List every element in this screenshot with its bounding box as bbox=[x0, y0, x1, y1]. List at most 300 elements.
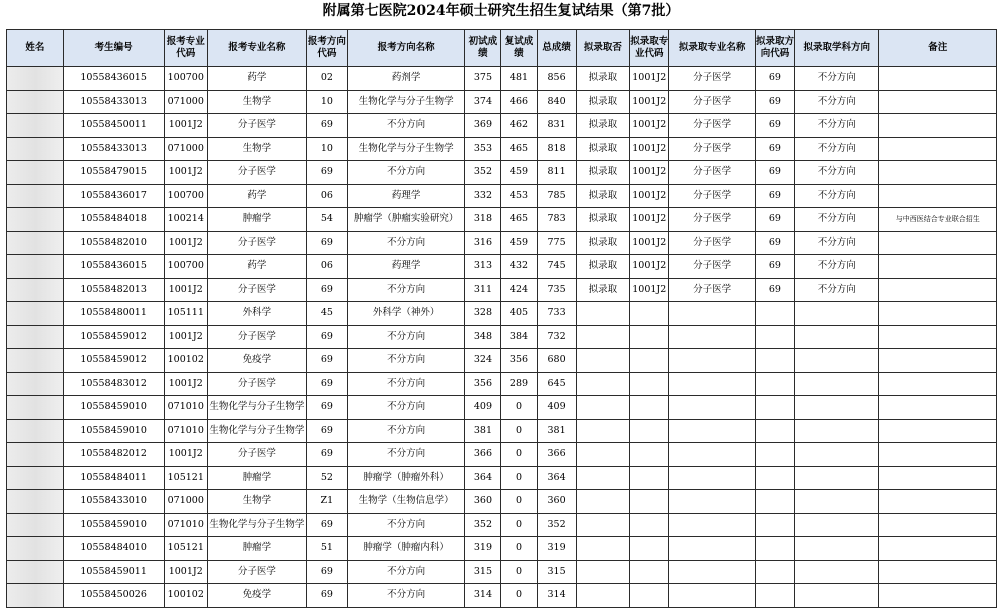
major-code-cell: 071000 bbox=[164, 90, 207, 114]
col-header-admit-major-name: 拟录取专业名称 bbox=[669, 30, 756, 67]
col-header-direction-name: 报考方向名称 bbox=[347, 30, 464, 67]
table-row bbox=[7, 349, 997, 373]
remarks-cell bbox=[879, 584, 997, 608]
admit-direction-code-cell: 69 bbox=[755, 184, 794, 208]
retest-score-cell: 0 bbox=[501, 443, 537, 467]
total-score-cell: 319 bbox=[537, 537, 576, 561]
direction-name-cell: 不分方向 bbox=[347, 419, 464, 443]
col-header-major-code: 报考专业代码 bbox=[164, 30, 207, 67]
name-cell bbox=[7, 208, 64, 232]
admit-direction-name-cell bbox=[795, 372, 879, 396]
total-score-cell: 366 bbox=[537, 443, 576, 467]
table-row bbox=[7, 372, 997, 396]
header-row bbox=[7, 30, 997, 67]
admit-direction-code-cell: 69 bbox=[755, 90, 794, 114]
col-header-retest-score: 复试成绩 bbox=[501, 30, 537, 67]
admit-direction-code-cell: 69 bbox=[755, 67, 794, 91]
remarks-cell bbox=[879, 396, 997, 420]
admit-direction-name-cell: 不分方向 bbox=[795, 90, 879, 114]
major-name-cell: 分子医学 bbox=[207, 231, 306, 255]
admit-direction-name-cell bbox=[795, 560, 879, 584]
col-header-initial-score: 初试成绩 bbox=[465, 30, 501, 67]
initial-score-cell: 360 bbox=[465, 490, 501, 514]
major-name-cell: 肿瘤学 bbox=[207, 537, 306, 561]
name-cell bbox=[7, 278, 64, 302]
admit-direction-code-cell bbox=[755, 372, 794, 396]
candidate-id-cell: 10558433013 bbox=[63, 90, 164, 114]
admit-major-code-cell: 1001J2 bbox=[630, 161, 669, 185]
candidate-id-cell: 10558459010 bbox=[63, 513, 164, 537]
admit-status-cell bbox=[576, 443, 630, 467]
retest-score-cell: 384 bbox=[501, 325, 537, 349]
major-code-cell: 100102 bbox=[164, 584, 207, 608]
admit-direction-code-cell bbox=[755, 396, 794, 420]
col-header-admit-direction-code: 拟录取方向代码 bbox=[755, 30, 794, 67]
initial-score-cell: 314 bbox=[465, 584, 501, 608]
name-cell bbox=[7, 255, 64, 279]
direction-name-cell: 不分方向 bbox=[347, 584, 464, 608]
retest-score-cell: 0 bbox=[501, 584, 537, 608]
admit-status-cell: 拟录取 bbox=[576, 208, 630, 232]
table-row bbox=[7, 325, 997, 349]
table-row bbox=[7, 137, 997, 161]
admit-status-cell bbox=[576, 584, 630, 608]
admit-status-cell bbox=[576, 302, 630, 326]
initial-score-cell: 356 bbox=[465, 372, 501, 396]
remarks-cell bbox=[879, 490, 997, 514]
major-code-cell: 1001J2 bbox=[164, 325, 207, 349]
total-score-cell: 680 bbox=[537, 349, 576, 373]
direction-code-cell: 51 bbox=[306, 537, 347, 561]
major-code-cell: 071010 bbox=[164, 419, 207, 443]
major-code-cell: 1001J2 bbox=[164, 443, 207, 467]
col-header-remarks: 备注 bbox=[879, 30, 997, 67]
total-score-cell: 811 bbox=[537, 161, 576, 185]
major-code-cell: 1001J2 bbox=[164, 372, 207, 396]
admit-status-cell bbox=[576, 419, 630, 443]
table-row bbox=[7, 67, 997, 91]
admit-direction-code-cell bbox=[755, 513, 794, 537]
admit-major-name-cell: 分子医学 bbox=[669, 255, 756, 279]
remarks-cell bbox=[879, 161, 997, 185]
major-code-cell: 1001J2 bbox=[164, 560, 207, 584]
total-score-cell: 783 bbox=[537, 208, 576, 232]
remarks-cell bbox=[879, 302, 997, 326]
remarks-cell bbox=[879, 278, 997, 302]
total-score-cell: 732 bbox=[537, 325, 576, 349]
admit-direction-name-cell bbox=[795, 443, 879, 467]
direction-name-cell: 不分方向 bbox=[347, 349, 464, 373]
retest-score-cell: 459 bbox=[501, 161, 537, 185]
direction-name-cell: 药剂学 bbox=[347, 67, 464, 91]
remarks-cell bbox=[879, 349, 997, 373]
admit-major-name-cell bbox=[669, 325, 756, 349]
major-code-cell: 105121 bbox=[164, 537, 207, 561]
admit-status-cell: 拟录取 bbox=[576, 255, 630, 279]
candidate-id-cell: 10558450026 bbox=[63, 584, 164, 608]
admit-direction-code-cell bbox=[755, 584, 794, 608]
page-title: 附属第七医院2024年硕士研究生招生复试结果（第7批） bbox=[322, 3, 680, 19]
table-row bbox=[7, 302, 997, 326]
table-row bbox=[7, 184, 997, 208]
total-score-cell: 364 bbox=[537, 466, 576, 490]
admit-major-code-cell: 1001J2 bbox=[630, 278, 669, 302]
admit-status-cell: 拟录取 bbox=[576, 161, 630, 185]
admit-major-code-cell bbox=[630, 302, 669, 326]
direction-name-cell: 不分方向 bbox=[347, 278, 464, 302]
candidate-id-cell: 10558459012 bbox=[63, 325, 164, 349]
admit-major-name-cell bbox=[669, 349, 756, 373]
admit-direction-name-cell bbox=[795, 302, 879, 326]
remarks-cell: 与中西医结合专业联合招生 bbox=[879, 208, 997, 232]
major-code-cell: 1001J2 bbox=[164, 231, 207, 255]
candidate-id-cell: 10558459010 bbox=[63, 396, 164, 420]
initial-score-cell: 375 bbox=[465, 67, 501, 91]
major-name-cell: 分子医学 bbox=[207, 443, 306, 467]
name-cell bbox=[7, 161, 64, 185]
admit-status-cell bbox=[576, 349, 630, 373]
admit-direction-name-cell bbox=[795, 490, 879, 514]
remarks-cell bbox=[879, 67, 997, 91]
name-cell bbox=[7, 443, 64, 467]
retest-score-cell: 481 bbox=[501, 67, 537, 91]
col-header-candidate-id: 考生编号 bbox=[63, 30, 164, 67]
initial-score-cell: 352 bbox=[465, 161, 501, 185]
retest-score-cell: 0 bbox=[501, 466, 537, 490]
initial-score-cell: 381 bbox=[465, 419, 501, 443]
major-code-cell: 100700 bbox=[164, 255, 207, 279]
major-name-cell: 药学 bbox=[207, 67, 306, 91]
retest-score-cell: 0 bbox=[501, 396, 537, 420]
table-row bbox=[7, 419, 997, 443]
admit-major-code-cell bbox=[630, 584, 669, 608]
total-score-cell: 360 bbox=[537, 490, 576, 514]
admit-major-name-cell bbox=[669, 466, 756, 490]
candidate-id-cell: 10558459011 bbox=[63, 560, 164, 584]
admit-direction-name-cell bbox=[795, 396, 879, 420]
table-row bbox=[7, 208, 997, 232]
major-code-cell: 105111 bbox=[164, 302, 207, 326]
table-row bbox=[7, 255, 997, 279]
retest-score-cell: 432 bbox=[501, 255, 537, 279]
name-cell bbox=[7, 372, 64, 396]
admit-direction-code-cell bbox=[755, 560, 794, 584]
name-cell bbox=[7, 67, 64, 91]
table-row bbox=[7, 443, 997, 467]
admit-status-cell: 拟录取 bbox=[576, 114, 630, 138]
col-header-name: 姓名 bbox=[7, 30, 64, 67]
major-name-cell: 生物化学与分子生物学 bbox=[207, 419, 306, 443]
admit-major-name-cell bbox=[669, 537, 756, 561]
direction-name-cell: 不分方向 bbox=[347, 372, 464, 396]
candidate-id-cell: 10558436017 bbox=[63, 184, 164, 208]
admit-direction-code-cell: 69 bbox=[755, 137, 794, 161]
table-row bbox=[7, 560, 997, 584]
admit-major-code-cell: 1001J2 bbox=[630, 184, 669, 208]
direction-name-cell: 肿瘤学（肿瘤外科） bbox=[347, 466, 464, 490]
name-cell bbox=[7, 560, 64, 584]
admit-major-code-cell: 1001J2 bbox=[630, 90, 669, 114]
major-name-cell: 分子医学 bbox=[207, 161, 306, 185]
direction-name-cell: 不分方向 bbox=[347, 325, 464, 349]
results-table bbox=[6, 29, 997, 608]
admit-direction-name-cell: 不分方向 bbox=[795, 278, 879, 302]
major-name-cell: 药学 bbox=[207, 184, 306, 208]
admit-status-cell: 拟录取 bbox=[576, 67, 630, 91]
retest-score-cell: 424 bbox=[501, 278, 537, 302]
admit-direction-name-cell bbox=[795, 513, 879, 537]
initial-score-cell: 315 bbox=[465, 560, 501, 584]
direction-name-cell: 不分方向 bbox=[347, 560, 464, 584]
direction-name-cell: 不分方向 bbox=[347, 396, 464, 420]
total-score-cell: 409 bbox=[537, 396, 576, 420]
admit-direction-code-cell bbox=[755, 490, 794, 514]
retest-score-cell: 466 bbox=[501, 90, 537, 114]
retest-score-cell: 465 bbox=[501, 137, 537, 161]
candidate-id-cell: 10558459012 bbox=[63, 349, 164, 373]
direction-code-cell: 06 bbox=[306, 184, 347, 208]
admit-major-code-cell bbox=[630, 325, 669, 349]
admit-status-cell: 拟录取 bbox=[576, 137, 630, 161]
admit-major-name-cell: 分子医学 bbox=[669, 90, 756, 114]
admit-major-name-cell bbox=[669, 584, 756, 608]
remarks-cell bbox=[879, 114, 997, 138]
total-score-cell: 381 bbox=[537, 419, 576, 443]
name-cell bbox=[7, 184, 64, 208]
table-row bbox=[7, 466, 997, 490]
admit-major-name-cell bbox=[669, 443, 756, 467]
admit-direction-name-cell: 不分方向 bbox=[795, 67, 879, 91]
direction-code-cell: 69 bbox=[306, 443, 347, 467]
candidate-id-cell: 10558450011 bbox=[63, 114, 164, 138]
remarks-cell bbox=[879, 325, 997, 349]
total-score-cell: 314 bbox=[537, 584, 576, 608]
name-cell bbox=[7, 137, 64, 161]
admit-direction-name-cell bbox=[795, 419, 879, 443]
direction-name-cell: 不分方向 bbox=[347, 161, 464, 185]
table-row bbox=[7, 537, 997, 561]
direction-code-cell: 10 bbox=[306, 137, 347, 161]
retest-score-cell: 289 bbox=[501, 372, 537, 396]
admit-major-code-cell bbox=[630, 490, 669, 514]
retest-score-cell: 459 bbox=[501, 231, 537, 255]
initial-score-cell: 409 bbox=[465, 396, 501, 420]
admit-direction-code-cell: 69 bbox=[755, 255, 794, 279]
major-name-cell: 生物学 bbox=[207, 137, 306, 161]
total-score-cell: 745 bbox=[537, 255, 576, 279]
remarks-cell bbox=[879, 184, 997, 208]
initial-score-cell: 364 bbox=[465, 466, 501, 490]
admit-status-cell bbox=[576, 560, 630, 584]
direction-code-cell: 69 bbox=[306, 560, 347, 584]
initial-score-cell: 366 bbox=[465, 443, 501, 467]
remarks-cell bbox=[879, 255, 997, 279]
col-header-direction-code: 报考方向代码 bbox=[306, 30, 347, 67]
admit-major-code-cell bbox=[630, 372, 669, 396]
table-row bbox=[7, 90, 997, 114]
direction-name-cell: 不分方向 bbox=[347, 443, 464, 467]
candidate-id-cell: 10558436015 bbox=[63, 255, 164, 279]
admit-status-cell: 拟录取 bbox=[576, 278, 630, 302]
admit-direction-code-cell bbox=[755, 349, 794, 373]
initial-score-cell: 319 bbox=[465, 537, 501, 561]
candidate-id-cell: 10558482010 bbox=[63, 231, 164, 255]
candidate-id-cell: 10558433010 bbox=[63, 490, 164, 514]
direction-name-cell: 药理学 bbox=[347, 255, 464, 279]
admit-major-code-cell bbox=[630, 443, 669, 467]
candidate-id-cell: 10558484010 bbox=[63, 537, 164, 561]
table-row bbox=[7, 490, 997, 514]
major-name-cell: 生物化学与分子生物学 bbox=[207, 396, 306, 420]
remarks-cell bbox=[879, 419, 997, 443]
initial-score-cell: 318 bbox=[465, 208, 501, 232]
admit-major-name-cell: 分子医学 bbox=[669, 184, 756, 208]
admit-major-code-cell bbox=[630, 560, 669, 584]
candidate-id-cell: 10558480011 bbox=[63, 302, 164, 326]
col-header-admit-major-code: 拟录取专业代码 bbox=[630, 30, 669, 67]
col-header-admit-status: 拟录取否 bbox=[576, 30, 630, 67]
direction-code-cell: 54 bbox=[306, 208, 347, 232]
remarks-cell bbox=[879, 231, 997, 255]
table-row bbox=[7, 513, 997, 537]
admit-major-code-cell bbox=[630, 466, 669, 490]
table-row bbox=[7, 396, 997, 420]
admit-major-name-cell bbox=[669, 302, 756, 326]
direction-code-cell: 69 bbox=[306, 513, 347, 537]
admit-direction-name-cell: 不分方向 bbox=[795, 114, 879, 138]
direction-name-cell: 肿瘤学（肿瘤内科） bbox=[347, 537, 464, 561]
admit-direction-code-cell bbox=[755, 325, 794, 349]
major-code-cell: 100214 bbox=[164, 208, 207, 232]
total-score-cell: 840 bbox=[537, 90, 576, 114]
major-name-cell: 分子医学 bbox=[207, 325, 306, 349]
candidate-id-cell: 10558433013 bbox=[63, 137, 164, 161]
direction-code-cell: 69 bbox=[306, 419, 347, 443]
candidate-id-cell: 10558484018 bbox=[63, 208, 164, 232]
direction-name-cell: 不分方向 bbox=[347, 231, 464, 255]
admit-direction-code-cell bbox=[755, 419, 794, 443]
admit-direction-code-cell: 69 bbox=[755, 208, 794, 232]
major-name-cell: 分子医学 bbox=[207, 278, 306, 302]
major-code-cell: 100700 bbox=[164, 67, 207, 91]
total-score-cell: 352 bbox=[537, 513, 576, 537]
admit-status-cell: 拟录取 bbox=[576, 184, 630, 208]
initial-score-cell: 353 bbox=[465, 137, 501, 161]
table-row bbox=[7, 278, 997, 302]
name-cell bbox=[7, 513, 64, 537]
remarks-cell bbox=[879, 90, 997, 114]
direction-name-cell: 生物化学与分子生物学 bbox=[347, 137, 464, 161]
admit-direction-name-cell: 不分方向 bbox=[795, 255, 879, 279]
direction-name-cell: 生物学（生物信息学） bbox=[347, 490, 464, 514]
admit-direction-code-cell bbox=[755, 466, 794, 490]
admit-major-code-cell: 1001J2 bbox=[630, 255, 669, 279]
direction-code-cell: 69 bbox=[306, 278, 347, 302]
admit-status-cell: 拟录取 bbox=[576, 90, 630, 114]
candidate-id-cell: 10558482013 bbox=[63, 278, 164, 302]
name-cell bbox=[7, 396, 64, 420]
admit-major-name-cell bbox=[669, 560, 756, 584]
major-name-cell: 外科学 bbox=[207, 302, 306, 326]
initial-score-cell: 324 bbox=[465, 349, 501, 373]
total-score-cell: 785 bbox=[537, 184, 576, 208]
admit-direction-name-cell: 不分方向 bbox=[795, 231, 879, 255]
admit-major-code-cell: 1001J2 bbox=[630, 137, 669, 161]
direction-name-cell: 生物化学与分子生物学 bbox=[347, 90, 464, 114]
table-row bbox=[7, 584, 997, 608]
initial-score-cell: 348 bbox=[465, 325, 501, 349]
admit-direction-name-cell: 不分方向 bbox=[795, 184, 879, 208]
major-code-cell: 1001J2 bbox=[164, 161, 207, 185]
direction-code-cell: 69 bbox=[306, 231, 347, 255]
direction-code-cell: 10 bbox=[306, 90, 347, 114]
name-cell bbox=[7, 466, 64, 490]
initial-score-cell: 311 bbox=[465, 278, 501, 302]
direction-name-cell: 不分方向 bbox=[347, 114, 464, 138]
total-score-cell: 831 bbox=[537, 114, 576, 138]
table-row bbox=[7, 114, 997, 138]
admit-direction-name-cell bbox=[795, 466, 879, 490]
admit-direction-code-cell bbox=[755, 443, 794, 467]
remarks-cell bbox=[879, 560, 997, 584]
direction-code-cell: 69 bbox=[306, 396, 347, 420]
name-cell bbox=[7, 114, 64, 138]
admit-direction-code-cell: 69 bbox=[755, 231, 794, 255]
admit-direction-code-cell: 69 bbox=[755, 114, 794, 138]
direction-name-cell: 药理学 bbox=[347, 184, 464, 208]
admit-major-name-cell: 分子医学 bbox=[669, 137, 756, 161]
total-score-cell: 775 bbox=[537, 231, 576, 255]
admit-status-cell bbox=[576, 372, 630, 396]
admit-direction-name-cell: 不分方向 bbox=[795, 137, 879, 161]
admit-direction-name-cell: 不分方向 bbox=[795, 208, 879, 232]
table-body bbox=[7, 67, 997, 608]
remarks-cell bbox=[879, 537, 997, 561]
admit-major-code-cell bbox=[630, 419, 669, 443]
remarks-cell bbox=[879, 466, 997, 490]
admit-major-name-cell bbox=[669, 490, 756, 514]
major-name-cell: 生物学 bbox=[207, 490, 306, 514]
retest-score-cell: 0 bbox=[501, 537, 537, 561]
retest-score-cell: 0 bbox=[501, 419, 537, 443]
retest-score-cell: 356 bbox=[501, 349, 537, 373]
major-name-cell: 肿瘤学 bbox=[207, 208, 306, 232]
admit-major-name-cell bbox=[669, 396, 756, 420]
admit-major-name-cell: 分子医学 bbox=[669, 114, 756, 138]
admit-status-cell bbox=[576, 325, 630, 349]
admit-direction-name-cell bbox=[795, 325, 879, 349]
admit-status-cell bbox=[576, 466, 630, 490]
admit-major-name-cell: 分子医学 bbox=[669, 208, 756, 232]
total-score-cell: 645 bbox=[537, 372, 576, 396]
admit-major-code-cell: 1001J2 bbox=[630, 208, 669, 232]
admit-major-name-cell bbox=[669, 419, 756, 443]
admit-major-name-cell: 分子医学 bbox=[669, 231, 756, 255]
admit-direction-name-cell bbox=[795, 537, 879, 561]
direction-name-cell: 肿瘤学（肿瘤实验研究） bbox=[347, 208, 464, 232]
admit-direction-code-cell bbox=[755, 537, 794, 561]
total-score-cell: 733 bbox=[537, 302, 576, 326]
direction-code-cell: Z1 bbox=[306, 490, 347, 514]
admit-major-code-cell bbox=[630, 537, 669, 561]
candidate-id-cell: 10558482012 bbox=[63, 443, 164, 467]
major-code-cell: 071000 bbox=[164, 490, 207, 514]
admit-direction-name-cell: 不分方向 bbox=[795, 161, 879, 185]
major-name-cell: 分子医学 bbox=[207, 114, 306, 138]
candidate-id-cell: 10558484011 bbox=[63, 466, 164, 490]
major-name-cell: 生物学 bbox=[207, 90, 306, 114]
admit-status-cell bbox=[576, 513, 630, 537]
